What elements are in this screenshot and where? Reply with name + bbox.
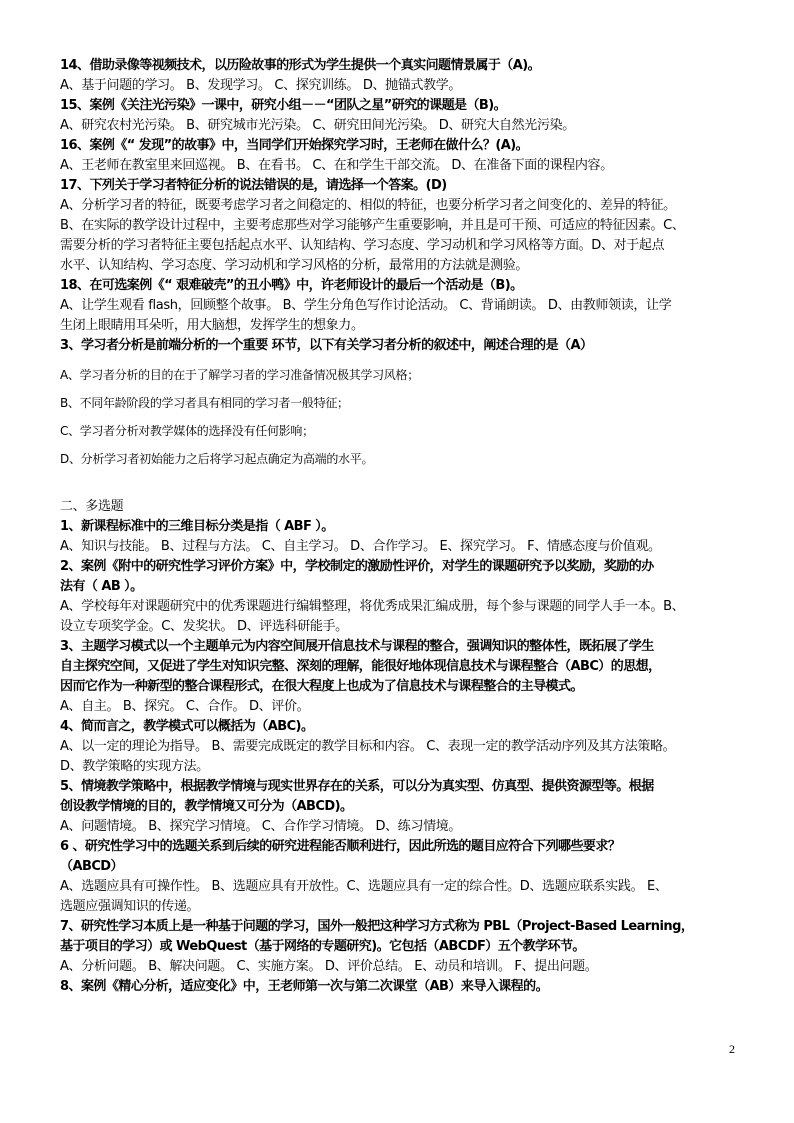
- multi-question-6-line-1: 6 、研究性学习中的选题关系到后续的研究进程能否顺利进行，因此所选的题目应符合下列哪些要求？: [60, 839, 621, 854]
- multi-question-8: 8、案例《精心分析，适应变化》中，王老师第一次与第二次课堂（AB）来导入课程的。: [60, 979, 549, 994]
- multi-question-1: 1、新课程标准中的三维目标分类是指（ ABF ）。: [60, 519, 334, 534]
- multi-question-2-line-1: 2、案例《附中的研究性学习评价方案》中，学校制定的激励性评价，对学生的课题研究予以奖励，奖励的办: [60, 559, 654, 574]
- question-17-options-line-2: B、在实际的教学设计过程中，主要考虑那些对学习能够产生重要影响，并且是可干预、可适应的特征因素。C、: [60, 218, 685, 233]
- multi-question-3-line-2: 自主探究空间，又促进了学生对知识完整、深刻的理解，能很好地体现信息技术与课程整合（ABC）的思想，: [60, 659, 661, 674]
- section-heading-multiple-choice: 二、多选题: [60, 499, 124, 514]
- multi-question-1-options: A、知识与技能。 B、过程与方法。 C、自主学习。 D、合作学习。 E、探究学习。 F、情感态度与价值观。: [60, 539, 661, 554]
- multi-question-3-line-1: 3、主题学习模式以一个主题单元为内容空间展开信息技术与课程的整合，强调知识的整体性，既拓展了学生: [60, 639, 654, 654]
- question-17-options-line-3: 需要分析的学习者特征主要包括起点水平、认知结构、学习态度、学习动机和学习风格等方面。D、对于起点: [60, 238, 665, 253]
- question-3-option-a: A、学习者分析的目的在于了解学习者的学习准备情况极其学习风格；: [60, 368, 419, 382]
- question-14: 14、借助录像等视频技术，以历险故事的形式为学生提供一个真实问题情景属于（A)。: [60, 58, 541, 73]
- multi-question-6-line-2: （ABCD）: [60, 859, 124, 874]
- multi-question-6-options-line-2: 选题应强调知识的传递。: [60, 899, 200, 914]
- multi-question-6-options-line-1: A、选题应具有可操作性。 B、选题应具有开放性。C、选题应具有一定的综合性。D、选题应联系实践。 E、: [60, 879, 668, 894]
- question-16: 16、案例《“ 发现”的故事》中，当同学们开始探究学习时，王老师在做什么？(A)。: [60, 138, 529, 153]
- multi-question-5-options: A、问题情境。 B、探究学习情境。 C、合作学习情境。 D、练习情境。: [60, 819, 462, 834]
- question-17-options-line-4: 水平、认知结构、学习态度、学习动机和学习风格的分析，最常用的方法就是测验。: [60, 258, 529, 273]
- question-18-options-line-2: 生闭上眼睛用耳朵听，用大脑想，发挥学生的想象力。: [60, 318, 364, 333]
- page-number: 2: [729, 1042, 735, 1056]
- question-18: 18、在可选案例《“ 艰难破壳”的丑小鸭》中，许老师设计的最后一个活动是（B)。: [60, 278, 523, 293]
- multi-question-2-options-line-1: A、学校每年对课题研究中的优秀课题进行编辑整理，将优秀成果汇编成册，每个参与课题的同学人手一本。B、: [60, 599, 685, 614]
- question-15-options: A、研究农村光污染。 B、研究城市光污染。 C、研究田间光污染。 D、研究大自然光污染。: [60, 118, 575, 133]
- multi-question-4: 4、简而言之，教学模式可以概括为（ABC)。: [60, 719, 314, 734]
- question-16-options: A、王老师在教室里来回巡视。 B、在看书。 C、在和学生干部交流。 D、在准备下面的课程内容。: [60, 158, 613, 173]
- document-page: [60, 56, 742, 997]
- question-3-option-c: C、学习者分析对教学媒体的选择没有任何影响；: [60, 424, 314, 438]
- multi-question-2-line-2: 法有（ AB ）。: [60, 579, 143, 594]
- multi-question-2-options-line-2: 设立专项奖学金。C、发奖状。 D、评选科研能手。: [60, 619, 348, 634]
- multi-question-7-options: A、分析问题。 B、解决问题。 C、实施方案。 D、评价总结。 E、动员和培训。 F、提出问题。: [60, 959, 598, 974]
- question-14-options: A、基于问题的学习。 B、发现学习。 C、探究训练。 D、抛锚式教学。: [60, 78, 462, 93]
- multi-question-5-line-2: 创设教学情境的目的，教学情境又可分为（ABCD)。: [60, 799, 353, 814]
- multi-question-7-line-1: 7、研究性学习本质上是一种基于问题的学习，国外一般把这种学习方式称为 PBL（Project-Based Learning，: [60, 919, 694, 934]
- question-3-single: 3、学习者分析是前端分析的一个重要 环节，以下有关学习者分析的叙述中，阐述合理的是（A）: [60, 338, 593, 353]
- question-15: 15、案例《关注光污染》一课中，研究小组－－“团队之星”研究的课题是（B)。: [60, 98, 507, 113]
- question-17-options-line-1: A、分析学习者的特征，既要考虑学习者之间稳定的、相似的特征，也要分析学习者之间变化的、差异的特征。: [60, 198, 676, 213]
- multi-question-4-options-line-1: A、以一定的理论为指导。 B、需要完成既定的教学目标和内容。 C、表现一定的教学活动序列及其方法策略。: [60, 739, 676, 754]
- question-18-options-line-1: A、让学生观看 flash，回顾整个故事。 B、学生分角色写作讨论活动。 C、背诵朗读。 D、由教师领读，让学: [60, 298, 672, 313]
- multi-question-3-line-3: 因而它作为一种新型的整合课程形式，在很大程度上也成为了信息技术与课程整合的主导模式。: [60, 679, 583, 694]
- multi-question-4-options-line-2: D、教学策略的实现方法。: [60, 759, 209, 774]
- question-3-option-b: B、不同年龄阶段的学习者具有相同的学习者一般特征；: [60, 396, 349, 410]
- question-17: 17、下列关于学习者特征分析的说法错误的是，请选择一个答案。(D): [60, 178, 447, 193]
- multi-question-5-line-1: 5、情境教学策略中，根据教学情境与现实世界存在的关系，可以分为真实型、仿真型、提供资源型等。根据: [60, 779, 654, 794]
- multi-question-7-line-2: 基于项目的学习）或 WebQuest（基于网络的专题研究)。它包括（ABCDF）五个教学环节。: [60, 939, 585, 954]
- question-3-option-d: D、分析学习者初始能力之后将学习起点确定为高端的水平。: [60, 452, 374, 466]
- multi-question-3-options: A、自主。 B、探究。 C、合作。 D、评价。: [60, 699, 310, 714]
